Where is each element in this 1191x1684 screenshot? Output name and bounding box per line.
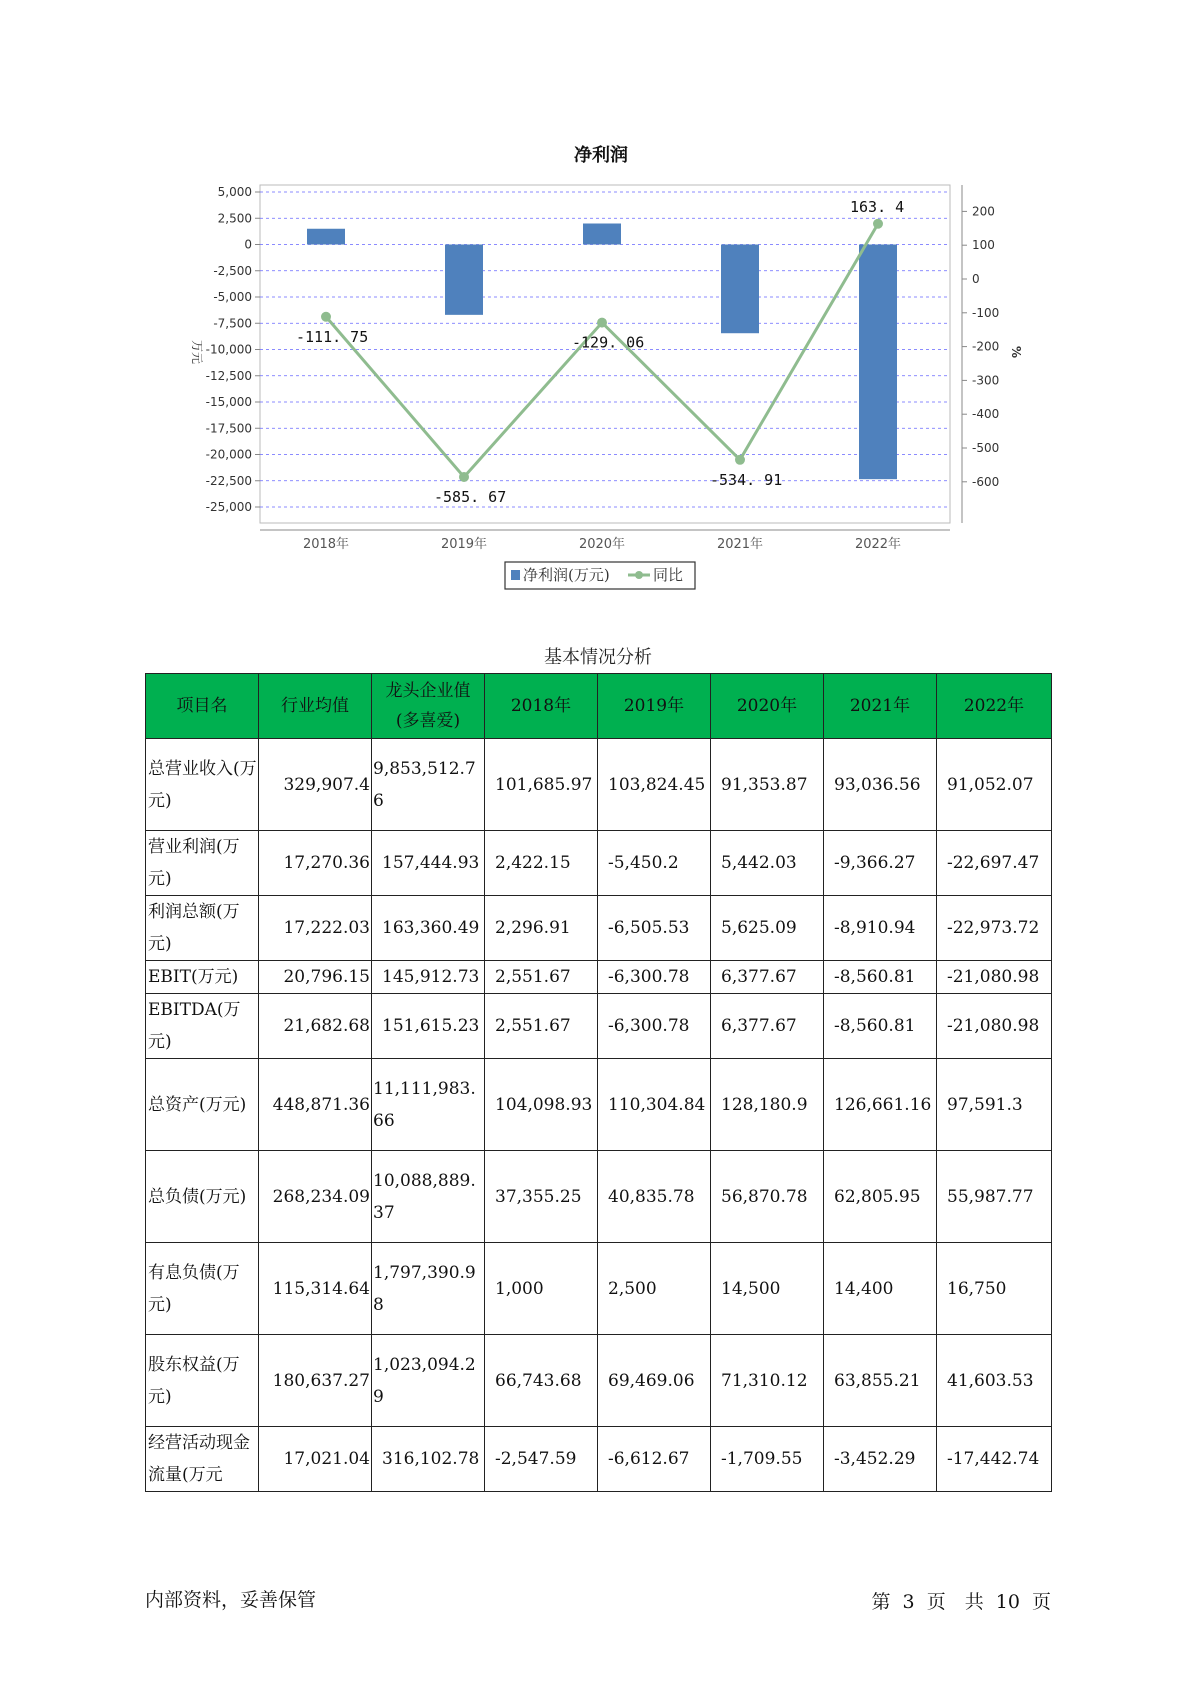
- legend-label-line: 同比: [653, 566, 684, 584]
- table-cell: 55,987.77: [937, 1151, 1052, 1243]
- table-cell: 91,052.07: [937, 739, 1052, 831]
- y-tick-label: -22,500: [205, 473, 252, 488]
- row-label: 总营业收入(万元): [146, 739, 259, 831]
- row-label: 营业利润(万元): [146, 831, 259, 896]
- table-cell: 63,855.21: [824, 1335, 937, 1427]
- row-label: 股东权益(万元): [146, 1335, 259, 1427]
- table-cell: 41,603.53: [937, 1335, 1052, 1427]
- table-cell: 66,743.68: [485, 1335, 598, 1427]
- row-label: EBITDA(万元): [146, 994, 259, 1059]
- bar-net-profit: [583, 224, 621, 245]
- header-2021: 2021年: [824, 674, 937, 739]
- y2-tick-label: -200: [972, 339, 1000, 354]
- table-cell: 2,296.91: [485, 896, 598, 961]
- data-label-yoy: -585. 67: [434, 487, 507, 506]
- table-cell: 56,870.78: [711, 1151, 824, 1243]
- page-mid: 页 共: [926, 1591, 984, 1613]
- table-cell: -8,560.81: [824, 961, 937, 994]
- y-tick-label: -7,500: [213, 316, 252, 331]
- table-cell: 2,500: [598, 1243, 711, 1335]
- table-row: [146, 1151, 1052, 1243]
- table-cell: 163,360.49: [372, 896, 485, 961]
- net-profit-chart: [0, 0, 1191, 600]
- header-2018: 2018年: [485, 674, 598, 739]
- y-tick-label: -25,000: [205, 500, 252, 514]
- table-cell: 20,796.15: [259, 961, 372, 994]
- x-tick-label: 2019年: [440, 537, 488, 552]
- header-leader-value: 龙头企业值(多喜爱): [372, 674, 485, 739]
- y-tick-label: 0: [244, 237, 252, 252]
- bar-net-profit: [445, 245, 483, 315]
- table-row: [146, 1243, 1052, 1335]
- table-cell: -2,547.59: [485, 1427, 598, 1492]
- header-2022: 2022年: [937, 674, 1052, 739]
- row-label: 经营活动现金流量(万元: [146, 1427, 259, 1492]
- table-cell: 180,637.27: [259, 1335, 372, 1427]
- table-cell: 93,036.56: [824, 739, 937, 831]
- table-cell: 151,615.23: [372, 994, 485, 1059]
- table-cell: 115,314.64: [259, 1243, 372, 1335]
- table-cell: -5,450.2: [598, 831, 711, 896]
- point-yoy: [873, 219, 883, 229]
- data-label-yoy: 163. 4: [850, 197, 905, 216]
- table-row: [146, 1335, 1052, 1427]
- y-axis-title: 万元: [190, 339, 204, 365]
- table-cell: 2,551.67: [485, 961, 598, 994]
- table-cell: -22,697.47: [937, 831, 1052, 896]
- table-cell: 40,835.78: [598, 1151, 711, 1243]
- table-cell: 16,750: [937, 1243, 1052, 1335]
- table-row: [146, 994, 1052, 1059]
- x-tick-label: 2018年: [302, 537, 350, 552]
- header-2019: 2019年: [598, 674, 711, 739]
- row-label: EBIT(万元): [146, 961, 259, 994]
- table-cell: 17,021.04: [259, 1427, 372, 1492]
- table-cell: 329,907.4: [259, 739, 372, 831]
- chart-canvas: [0, 0, 1191, 600]
- table-cell: -21,080.98: [937, 961, 1052, 994]
- chart-title: 净利润: [574, 145, 628, 166]
- x-tick-label: 2022年: [854, 537, 902, 552]
- y2-tick-label: -400: [972, 407, 1000, 422]
- table-cell: 104,098.93: [485, 1059, 598, 1151]
- y-tick-label: -5,000: [213, 290, 252, 304]
- footer-confidential-note: 内部资料，妥善保管: [145, 1589, 317, 1611]
- table-cell: 10,088,889.37: [372, 1151, 485, 1243]
- y2-tick-label: 100: [972, 238, 995, 253]
- table-cell: -6,300.78: [598, 961, 711, 994]
- table-cell: 2,551.67: [485, 994, 598, 1059]
- table-cell: 9,853,512.76: [372, 739, 485, 831]
- table-cell: 17,222.03: [259, 896, 372, 961]
- table-cell: 448,871.36: [259, 1059, 372, 1151]
- header-2020: 2020年: [711, 674, 824, 739]
- legend-swatch-dot: [635, 571, 643, 579]
- table-cell: 91,353.87: [711, 739, 824, 831]
- table-cell: 157,444.93: [372, 831, 485, 896]
- table-cell: -17,442.74: [937, 1427, 1052, 1492]
- table-cell: 71,310.12: [711, 1335, 824, 1427]
- row-label: 有息负债(万元): [146, 1243, 259, 1335]
- y2-tick-label: -100: [972, 305, 1000, 320]
- table-cell: -1,709.55: [711, 1427, 824, 1492]
- table-cell: 1,023,094.29: [372, 1335, 485, 1427]
- table-cell: 14,500: [711, 1243, 824, 1335]
- legend-swatch-bar: [511, 570, 520, 580]
- y2-tick-label: -500: [972, 441, 1000, 455]
- table-caption: 基本情况分析: [544, 647, 652, 668]
- point-yoy: [735, 455, 745, 465]
- y-tick-label: -2,500: [213, 263, 252, 278]
- table-row: [146, 739, 1052, 831]
- x-tick-label: 2020年: [578, 537, 626, 552]
- y2-tick-label: -300: [972, 373, 1000, 388]
- point-yoy: [321, 312, 331, 322]
- table-row: [146, 961, 1052, 994]
- row-label: 利润总额(万元): [146, 896, 259, 961]
- table-cell: 21,682.68: [259, 994, 372, 1059]
- table-cell: -8,560.81: [824, 994, 937, 1059]
- page-prefix: 第: [871, 1591, 891, 1613]
- table-cell: 6,377.67: [711, 961, 824, 994]
- table-cell: 11,111,983.66: [372, 1059, 485, 1151]
- x-tick-label: 2021年: [716, 537, 764, 552]
- y-tick-label: -10,000: [205, 342, 252, 357]
- table-header-row: [146, 674, 1052, 739]
- table-cell: 5,442.03: [711, 831, 824, 896]
- table-cell: -6,505.53: [598, 896, 711, 961]
- table-cell: 17,270.36: [259, 831, 372, 896]
- table-cell: 69,469.06: [598, 1335, 711, 1427]
- table-cell: -9,366.27: [824, 831, 937, 896]
- point-yoy: [597, 318, 607, 328]
- page-current: 3: [902, 1591, 915, 1613]
- table-row: [146, 896, 1052, 961]
- table-cell: -21,080.98: [937, 994, 1052, 1059]
- table-cell: 101,685.97: [485, 739, 598, 831]
- table-cell: 2,422.15: [485, 831, 598, 896]
- table-cell: 268,234.09: [259, 1151, 372, 1243]
- point-yoy: [459, 472, 469, 482]
- bar-net-profit: [859, 245, 897, 480]
- footer-page-number: [865, 1587, 1051, 1614]
- y2-tick-label: 200: [972, 204, 995, 219]
- table-cell: 14,400: [824, 1243, 937, 1335]
- data-label-yoy: -129. 06: [572, 333, 645, 352]
- legend-label-bar: 净利润(万元): [523, 566, 610, 584]
- y-tick-label: -15,000: [205, 395, 252, 409]
- table-cell: 5,625.09: [711, 896, 824, 961]
- table-cell: -6,612.67: [598, 1427, 711, 1492]
- data-label-yoy: -111. 75: [296, 327, 369, 346]
- bar-net-profit: [721, 245, 759, 334]
- table-cell: 1,000: [485, 1243, 598, 1335]
- y-tick-label: -17,500: [205, 421, 252, 436]
- table-cell: 145,912.73: [372, 961, 485, 994]
- table-cell: 37,355.25: [485, 1151, 598, 1243]
- bar-net-profit: [307, 229, 345, 245]
- table-cell: 316,102.78: [372, 1427, 485, 1492]
- table-cell: -6,300.78: [598, 994, 711, 1059]
- table-cell: 128,180.9: [711, 1059, 824, 1151]
- table-cell: 1,797,390.98: [372, 1243, 485, 1335]
- table-cell: -8,910.94: [824, 896, 937, 961]
- y-tick-label: -20,000: [205, 447, 252, 462]
- table-cell: 126,661.16: [824, 1059, 937, 1151]
- table-row: [146, 831, 1052, 896]
- y2-axis-title: %: [1009, 345, 1023, 359]
- table-row: [146, 1059, 1052, 1151]
- table-cell: 97,591.3: [937, 1059, 1052, 1151]
- row-label: 总负债(万元): [146, 1151, 259, 1243]
- row-label: 总资产(万元): [146, 1059, 259, 1151]
- table-cell: 110,304.84: [598, 1059, 711, 1151]
- y-tick-label: 2,500: [217, 211, 252, 226]
- page-suffix: 页: [1031, 1591, 1051, 1613]
- table-cell: 6,377.67: [711, 994, 824, 1059]
- table-cell: -22,973.72: [937, 896, 1052, 961]
- table-cell: -3,452.29: [824, 1427, 937, 1492]
- y-tick-label: 5,000: [217, 185, 252, 199]
- y2-tick-label: 0: [972, 272, 980, 286]
- header-item-name: 项目名: [146, 674, 259, 739]
- data-label-yoy: -534. 91: [710, 470, 783, 489]
- page-total: 10: [995, 1591, 1020, 1613]
- table-cell: 103,824.45: [598, 739, 711, 831]
- y2-tick-label: -600: [972, 474, 1000, 489]
- table-cell: 62,805.95: [824, 1151, 937, 1243]
- header-industry-avg: 行业均值: [259, 674, 372, 739]
- basic-analysis-table: [145, 673, 1052, 1492]
- table-row: [146, 1427, 1052, 1492]
- y-tick-label: -12,500: [205, 368, 252, 383]
